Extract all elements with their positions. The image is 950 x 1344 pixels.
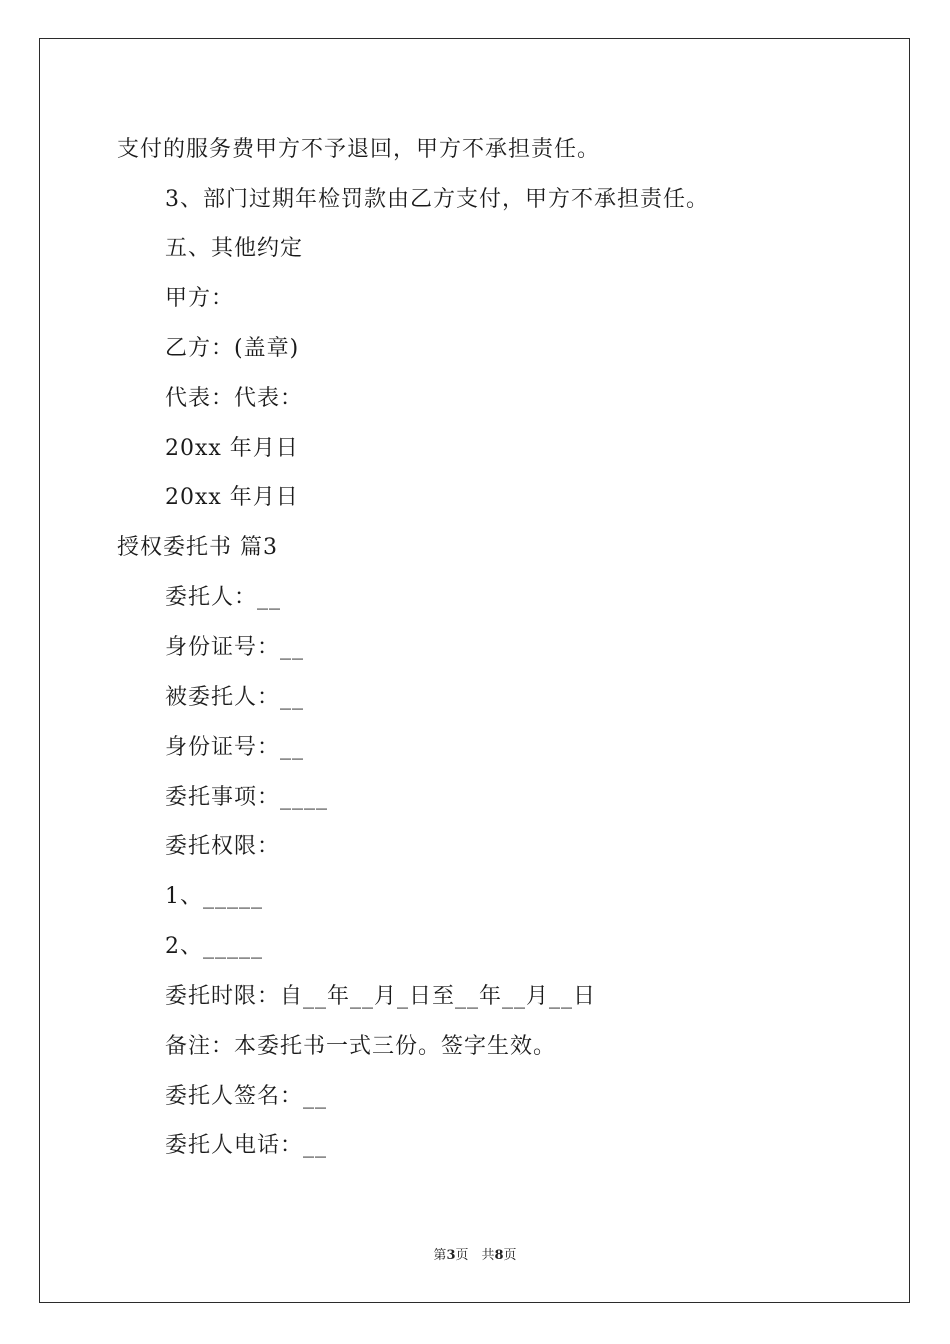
section-heading-other: 五、其他约定 (165, 236, 304, 261)
clause-3: 3、部门过期年检罚款由乙方支付，甲方不承担责任。 (165, 187, 709, 212)
signature-field: 委托人签名：__ (165, 1084, 328, 1109)
agent-id-field: 身份证号：__ (165, 735, 305, 760)
footer-prefix: 第 (433, 1248, 447, 1263)
authority-item-1: 1、_____ (165, 884, 263, 909)
page-footer (0, 1247, 950, 1265)
principal-field: 委托人：__ (165, 585, 282, 610)
representatives-label: 代表：代表： (165, 386, 304, 411)
authority-item-2: 2、_____ (165, 934, 263, 959)
paragraph-line: 支付的服务费甲方不予退回，甲方不承担责任。 (117, 137, 601, 162)
party-a-label: 甲方： (165, 286, 235, 311)
page-border (39, 38, 910, 1303)
party-b-label: 乙方：(盖章) (165, 336, 300, 361)
authority-label: 委托权限： (165, 834, 281, 859)
footer-mid: 页 共 (455, 1248, 495, 1263)
footer-suffix: 页 (503, 1248, 517, 1263)
principal-id-field: 身份证号：__ (165, 635, 305, 660)
date-line-2: 20xx 年月日 (165, 485, 299, 510)
matters-field: 委托事项：____ (165, 785, 329, 810)
date-line-1: 20xx 年月日 (165, 436, 299, 461)
phone-field: 委托人电话：__ (165, 1133, 328, 1158)
total-page-number: 8 (494, 1248, 504, 1263)
term-field: 委托时限：自__年__月_日至__年__月__日 (165, 984, 597, 1009)
agent-field: 被委托人：__ (165, 685, 305, 710)
document-title: 授权委托书 篇3 (117, 535, 278, 560)
remarks-line: 备注：本委托书一式三份。签字生效。 (165, 1034, 557, 1059)
current-page-number: 3 (446, 1248, 456, 1263)
